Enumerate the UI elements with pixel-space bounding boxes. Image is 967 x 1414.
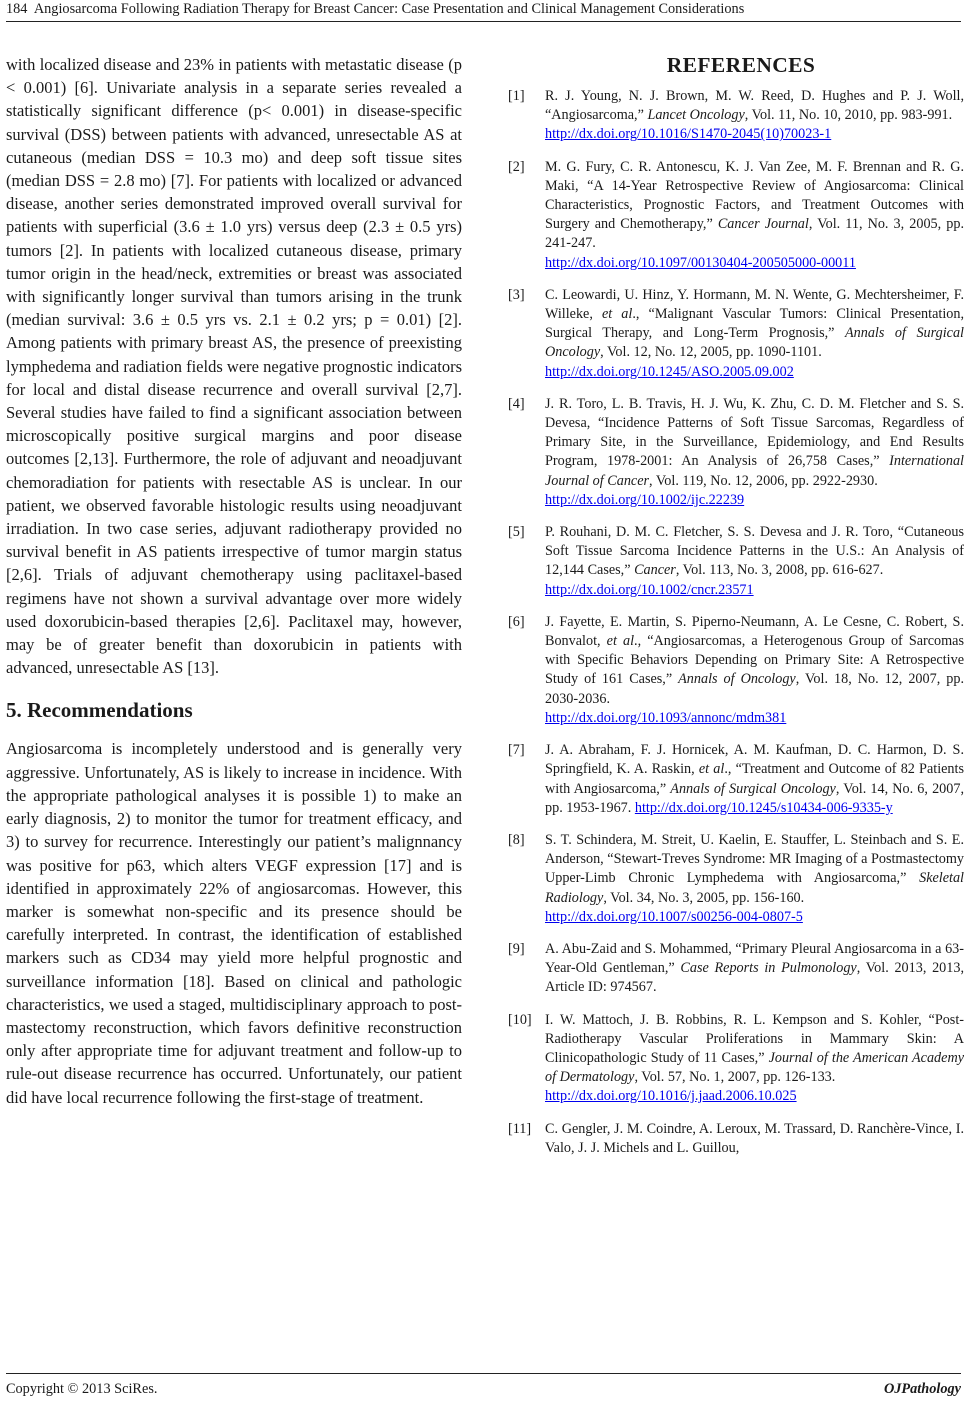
reference-item [508,1011,964,1107]
doi-link[interactable]: http://dx.doi.org/10.1093/annonc/mdm381 [545,709,787,726]
reference-number: [1] [508,88,525,104]
doi-link[interactable]: http://dx.doi.org/10.1245/ASO.2005.09.002 [545,363,794,380]
journal-name: Cancer [634,562,676,579]
reference-number: [5] [508,524,525,541]
journal-name: Case Reports in Pulmonology [680,960,857,977]
reference-text: J. A. Abraham, F. J. Hornicek, A. M. Kaufman, D. C. Harmon, D. S. Springfield, K. A. Raskin, et al., “Treatment and Outcome of 82 Patients with Angiosarcoma,” Annals of Surgical Oncology, Vol. 14, No. 6, 2007, pp. 1953-1967. http://dx.doi.org/10.1245/s10434-006-9335-y [545,742,964,816]
journal-name: Journal of the American Academy of Dermatology [545,1049,964,1086]
reference-item [508,940,964,998]
footer-rule [6,1373,961,1374]
reference-number: [2] [508,158,525,175]
et-al: et al [601,306,633,323]
reference-text: C. Gengler, J. M. Coindre, A. Leroux, M. Trassard, D. Ranchère-Vince, I. Valo, J. J. Michels and L. Guillou, [545,1120,964,1156]
reference-number: [9] [508,940,525,957]
reference-item [508,1120,964,1158]
reference-item [508,741,964,818]
reference-item [508,286,964,382]
et-al: et al [698,761,725,778]
running-title: Angiosarcoma Following Radiation Therapy for Breast Cancer: Case Presentation and Clinical Management Considerations [33,1,745,17]
journal-name-footer: OJPathology [883,1381,961,1397]
reference-text: J. Fayette, E. Martin, S. Piperno-Neumann, A. Le Cesne, C. Robert, S. Bonvalot, et al., “Angiosarcomas, a Heterogenous Group of Sarcomas with Specific Behaviors Depending on Primary Site: A Retrospective Study of 161 Cases,” Annals of Oncology, Vol. 18, No. 12, 2007, pp. 2030-2036. http://dx.doi.org/10.1093/annonc/mdm381 [545,613,964,728]
journal-name: Annals of Oncology [678,671,796,688]
reference-item [508,158,964,273]
page-footer [6,1380,961,1398]
doi-link[interactable]: http://dx.doi.org/10.1016/S1470-2045(10)70023-1 [545,126,832,143]
journal-name: Cancer Journal [717,216,809,233]
reference-number: [4] [508,395,525,412]
page-number: 184 [6,1,28,17]
copyright-notice: Copyright © 2013 SciRes. [6,1381,158,1397]
doi-link[interactable]: http://dx.doi.org/10.1002/cncr.23571 [545,581,754,598]
reference-item [508,87,964,145]
reference-text: J. R. Toro, L. B. Travis, H. J. Wu, K. Zhu, C. D. M. Fletcher and S. S. Devesa, “Incidence Patterns of Soft Tissue Sarcomas, Regardless of Primary Site, in the Surveillance, Epidemiology, and End Results Program, 1978-2001: An Analysis of 26,758 Cases,” International Journal of Cancer, Vol. 119, No. 12, 2006, pp. 2922-2930. http://dx.doi.org/10.1002/ijc.22239 [545,395,964,510]
reference-text: I. W. Mattoch, J. B. Robbins, R. L. Kempson and S. Kohler, “Post-Radiotherapy Vascular Proliferations in Mammary Skin: A Clinicopathologic Study of 11 Cases,” Journal of the American Academy of Dermatology, Vol. 57, No. 1, 2007, pp. 126-133. http://dx.doi.org/10.1016/j.jaad.2006.10.025 [545,1011,964,1107]
doi-link[interactable]: http://dx.doi.org/10.1007/s00256-004-0807-5 [545,908,803,925]
journal-name: Skeletal Radiology [545,870,964,906]
reference-item [508,613,964,728]
page-header [6,0,961,18]
reference-item [508,523,964,600]
doi-link[interactable]: http://dx.doi.org/10.1245/s10434-006-9335-y [634,799,893,816]
reference-text: M. G. Fury, C. R. Antonescu, K. J. Van Zee, M. F. Brennan and R. G. Maki, “A 14-Year Retrospective Review of Angiosarcoma: Clinical Characteristics, Prognostic Factors, and Treatment Outcomes with Surgery and Chemotherapy,” Cancer Journal, Vol. 11, No. 3, 2005, pp. 241-247. http://dx.doi.org/10.1097/00130404-200505000-00011 [545,158,964,273]
doi-link[interactable]: http://dx.doi.org/10.1016/j.jaad.2006.10.025 [545,1088,797,1105]
references-column [508,53,964,1171]
reference-number: [8] [508,831,525,848]
journal-name: International Journal of Cancer [545,453,964,489]
reference-number: [11] [508,1120,532,1137]
body-paragraph: Angiosarcoma is incompletely understood and is generally very aggressive. Unfortunately, AS is likely to increase in incidence. With the appropriate pathological analyses it is possible 1) to make an early diagnosis, 2) to monitor the tumor for treatment efficacy, and 3) to survey for recurrence. Interestingly our patient’s malignnancy was positive for p63, which alters VEGF expression [17] and is identified in approximately 22% of angiosarcomas. However, this marker is somewhat non-specific and its presence should be carefully interpreted. In contrast, the identification of established markers such as CD34 may yield more helpful prognostic and surveillance information [18]. Based on clinical and pathologic characteristics, we used a staged, multidisciplinary approach to post-mastectomy reconstruction, which favors definitive reconstruction only after appropriate time for adjuvant treatment and follow-up to rule-out disease recurrence has occurred. Unfortunately, our patient did have local recurrence following the first-stage of treatment. [6,739,462,1107]
reference-text: A. Abu-Zaid and S. Mohammed, “Primary Pleural Angiosarcoma in a 63-Year-Old Gentleman,” Case Reports in Pulmonology, Vol. 2013, 2013, Article ID: 974567. [545,940,965,996]
reference-number: [7] [508,742,525,759]
journal-name: Annals of Surgical Oncology [545,325,965,361]
header-rule [6,21,961,22]
reference-text: P. Rouhani, D. M. C. Fletcher, S. S. Devesa and J. R. Toro, “Cutaneous Soft Tissue Sarcoma Incidence Patterns in the U.S.: An Analysis of 12,144 Cases,” Cancer, Vol. 113, No. 3, 2008, pp. 616-627. http://dx.doi.org/10.1002/cncr.23571 [545,523,964,600]
reference-text: R. J. Young, N. J. Brown, M. W. Reed, D. Hughes and P. J. Woll, “Angiosarcoma,” Lancet Oncology, Vol. 11, No. 10, 2010, pp. 983-991. http://dx.doi.org/10.1016/S1470-2045(10)70023-1 [545,87,964,145]
reference-number: [6] [508,613,525,630]
reference-text: C. Leowardi, U. Hinz, Y. Hormann, M. N. Wente, G. Mechtersheimer, F. Willeke, et al., “Malignant Vascular Tumors: Clinical Presentation, Surgical Therapy, and Long-Term Prognosis,” Annals of Surgical Oncology, Vol. 12, No. 12, 2005, pp. 1090-1101. http://dx.doi.org/10.1245/ASO.2005.09.002 [545,286,964,382]
journal-name: Annals of Surgical Oncology [670,780,836,797]
et-al: et al [606,633,635,650]
reference-item [508,395,964,510]
references-heading: REFERENCES [666,53,816,77]
reference-number: [10] [508,1011,532,1028]
reference-text: S. T. Schindera, M. Streit, U. Kaelin, E. Stauffer, L. Steinbach and S. E. Anderson, “Stewart-Treves Syndrome: MR Imaging of a Postmastectomy Upper-Limb Chronic Lymphedema with Angiosarcoma,” Skeletal Radiology, Vol. 34, No. 3, 2005, pp. 156-160. http://dx.doi.org/10.1007/s00256-004-0807-5 [545,831,964,927]
reference-number: [3] [508,286,525,303]
doi-link[interactable]: http://dx.doi.org/10.1002/ijc.22239 [545,491,745,508]
reference-item [508,831,964,927]
left-column [6,53,462,1109]
doi-link[interactable]: http://dx.doi.org/10.1097/00130404-200505000-00011 [545,254,856,271]
body-paragraph: with localized disease and 23% in patients with metastatic disease (p < 0.001) [6]. Univariate analysis in a separate series revealed a statistically significant difference (p< 0.001) in disease-specific survival (DSS) between patients with advanced, unresectable AS at cutaneous (median DSS = 10.3 mo) and deep soft tissue sites (median DSS = 2.8 mo) [7]. For patients with localized or advanced disease, another series demonstrated improved overall survival for patients with superficial (3.6 ± 1.0 yrs) versus deep (2.3 ± 0.5 yrs) tumors [2]. In patients with localized cutaneous disease, primary tumor origin in the head/neck, extremities or breast was associated with significantly longer survival than tumors arising in the trunk (median survival: 3.6 ± 0.5 yrs vs. 2.1 ± 0.2 yrs; p = 0.01) [2]. Among patients with primary breast AS, the presence of preexisting lymphedema and radiation fields were negative prognostic indicators for local and distal disease recurrence and overall survival [2,7]. Several studies have failed to find a significant association between microscopically positive surgical margins and poor disease outcomes [2,13]. Furthermore, the role of adjuvant and neoadjuvant chemoradiation for patients with resectable AS is unclear. In our patient, we observed favorable histologic results using neoadjuvant irradiation. In two case series, adjuvant radiotherapy provided no survival benefit in AS patients irrespective of tumor margin status [2,6]. Trials of adjuvant chemotherapy using paclitaxel-based regimens have not shown a survival advantage over more widely used doxorubicin-based therapies [2,6]. Paclitaxel may, however, may be of greater benefit than doxorubicin in patients with advanced, unresectable AS [13]. [6,55,462,678]
section-heading: 5. Recommendations [6,698,193,723]
journal-name: Lancet Oncology [647,107,745,124]
